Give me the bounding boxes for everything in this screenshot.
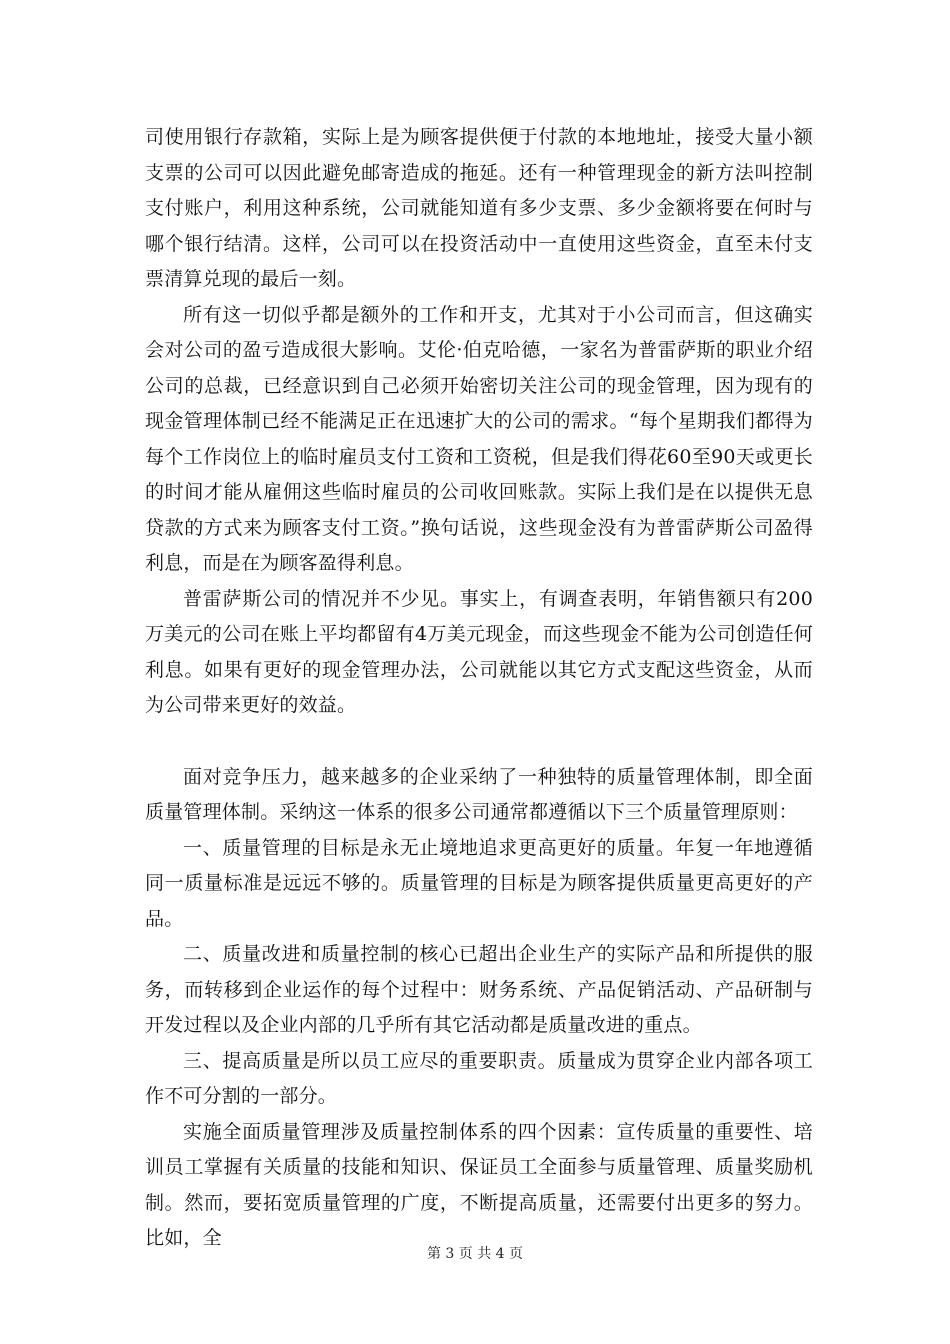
page-footer: 第 3 页 共 4 页 <box>426 1246 524 1262</box>
paragraph-principle-1: 一、质量管理的目标是永无止境地追求更高更好的质量。年复一年地遵循同一质量标准是远远不够的。质量管理的目标是为顾客提供质量更高更好的产品。 <box>145 836 813 930</box>
paragraph-presus-case: 所有这一切似乎都是额外的工作和开支，尤其对于小公司而言，但这确实会对公司的盈亏造成很大影响。艾伦·伯克哈德，一家名为普雷萨斯的职业介绍公司的总裁，已经意识到自己必须开始密切关注公司的现金管理，因为现有的现金管理体制已经不能满足正在迅速扩大的公司的需求。“每个星期我们都得为每个工作岗位上的临时雇员支付工资和工资税，但是我们得花60至90天或更长的时间才能从雇佣这些临时雇员的公司收回账款。实际上我们是在以提供无息贷款的方式来为顾客支付工资。”换句话说，这些现金没有为普雷萨斯公司盈得利息，而是在为顾客盈得利息。 <box>145 303 813 574</box>
paragraph-tqm-factors: 实施全面质量管理涉及质量控制体系的四个因素：宣传质量的重要性、培训员工掌握有关质量的技能和知识、保证员工全面参与质量管理、质量奖励机制。然而，要拓宽质量管理的广度，不断提高质量，还需要付出更多的努力。比如，全 <box>145 1120 813 1249</box>
section-gap <box>145 724 813 760</box>
paragraph-survey-cash: 普雷萨斯公司的情况并不少见。事实上，有调查表明，年销售额只有200万美元的公司在账上平均都留有4万美元现金，而这些现金不能为公司创造任何利息。如果有更好的现金管理办法，公司就能以其它方式支配这些资金，从而为公司带来更好的效益。 <box>145 587 813 716</box>
paragraph-tqm-intro: 面对竞争压力，越来越多的企业采纳了一种独特的质量管理体制，即全面质量管理体制。采纳这一体系的很多公司通常都遵循以下三个质量管理原则： <box>145 765 813 823</box>
paragraph-principle-3: 三、提高质量是所以员工应尽的重要职责。质量成为贯穿企业内部各项工作不可分割的一部分。 <box>145 1049 813 1107</box>
paragraph-principle-2: 二、质量改进和质量控制的核心已超出企业生产的实际产品和所提供的服务，而转移到企业运作的每个过程中：财务系统、产品促销活动、产品研制与开发过程以及企业内部的几乎所有其它活动都是质量改进的重点。 <box>145 943 813 1036</box>
paragraph-cash-lockbox: 司使用银行存款箱，实际上是为顾客提供便于付款的本地地址，接受大量小额支票的公司可以因此避免邮寄造成的拖延。还有一种管理现金的新方法叫控制支付账户，利用这种系统，公司就能知道有多少支票、多少金额将要在何时与哪个银行结清。这样，公司可以在投资活动中一直使用这些资金，直至未付支票清算兑现的最后一刻。 <box>145 126 813 290</box>
document-body <box>145 120 813 1257</box>
